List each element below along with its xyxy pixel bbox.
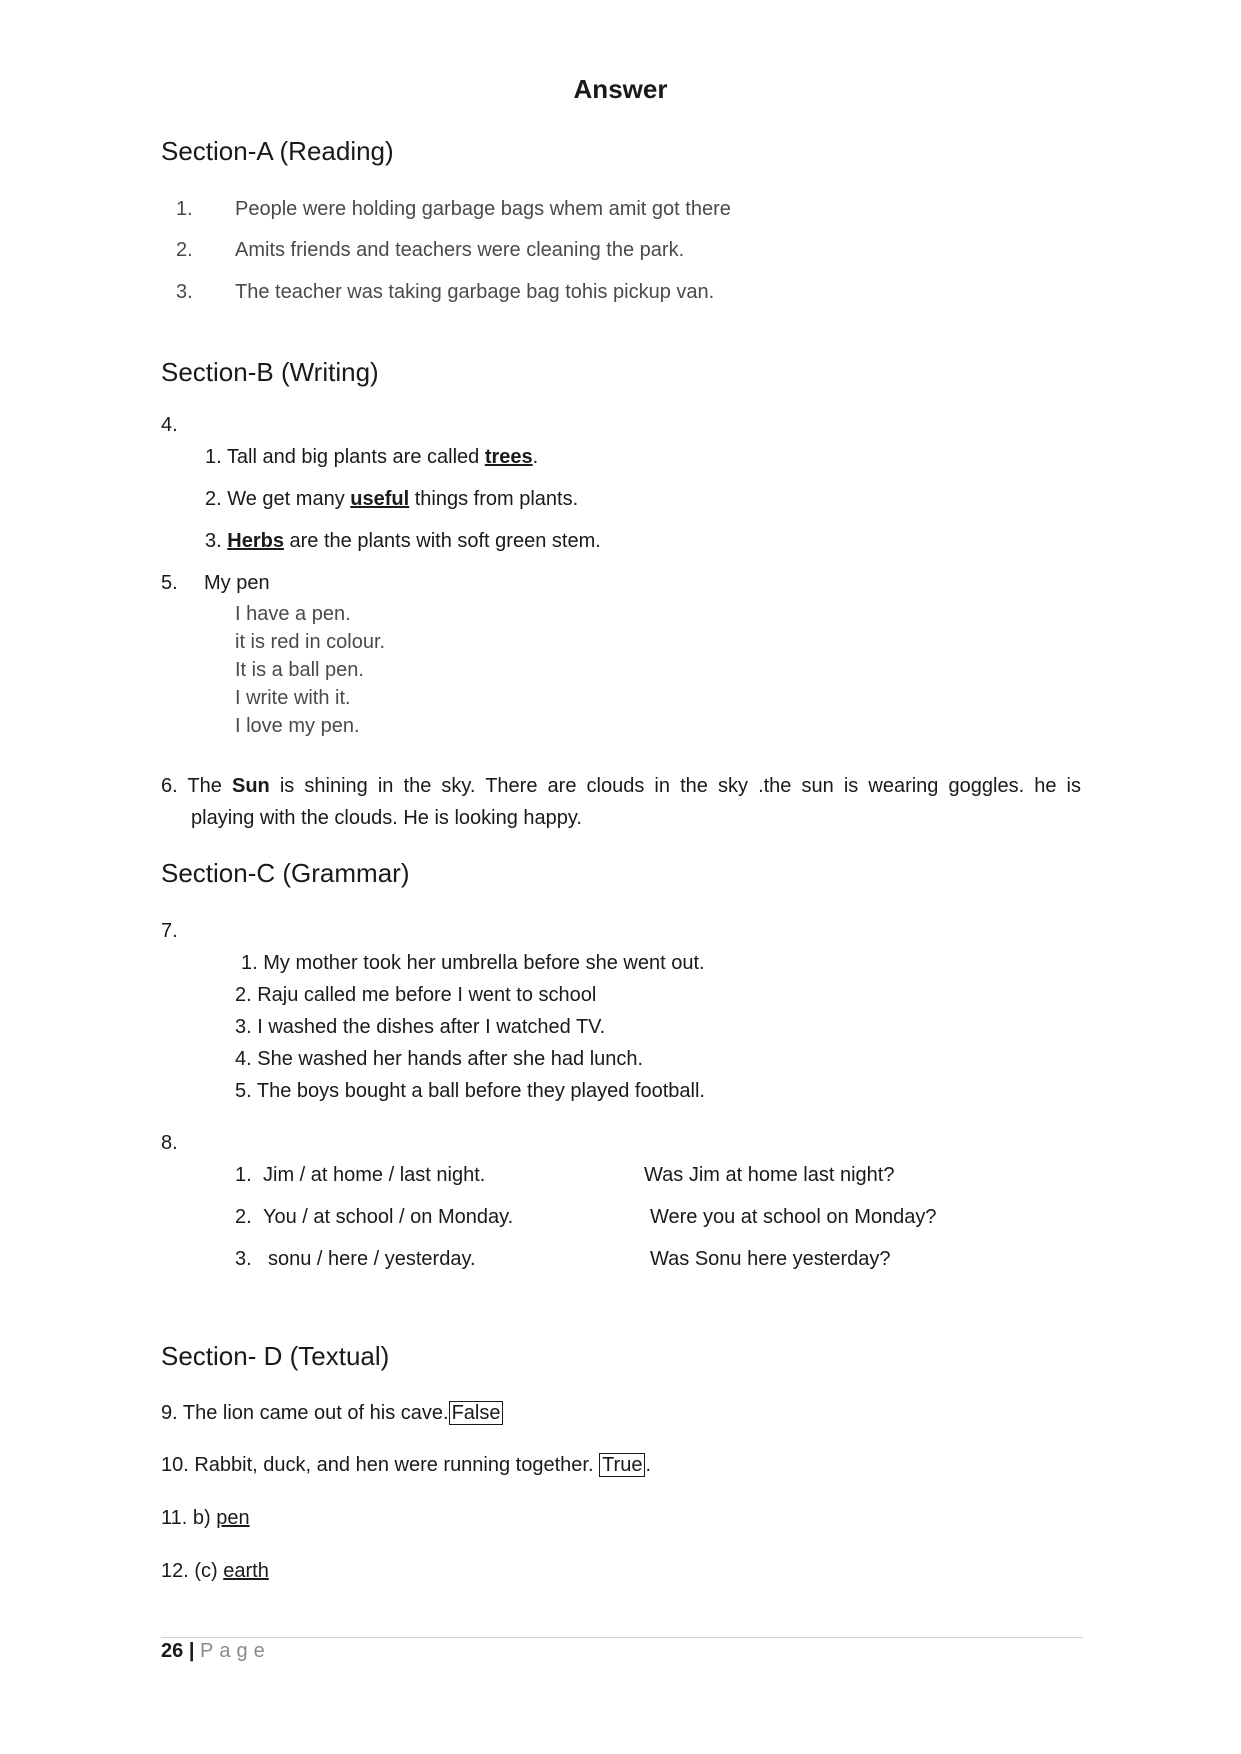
sentence-text: The: [187, 775, 232, 797]
composition-line: I have a pen.: [235, 603, 351, 625]
picture-description-line-2: playing with the clouds. He is looking happy.: [191, 807, 582, 829]
picture-description-line-1: [161, 775, 1081, 798]
row-answer: Was Sonu here yesterday?: [650, 1248, 891, 1270]
row-answer: Was Jim at home last night?: [644, 1164, 895, 1186]
question-text: 10. Rabbit, duck, and hen were running together.: [161, 1454, 600, 1476]
composition-line: It is a ball pen.: [235, 659, 364, 681]
list-item-number: 2.: [176, 239, 193, 261]
sentence-text: things from plants.: [409, 488, 579, 510]
list-item-number: 1.: [176, 198, 193, 220]
row-prompt: Jim / at home / last night.: [263, 1164, 486, 1186]
sentence-text: 3.: [205, 530, 228, 552]
sentence-text: .: [645, 1454, 652, 1476]
composition-line: I love my pen.: [235, 715, 360, 737]
question-number: 8.: [161, 1132, 178, 1154]
fill-blank-sentence: [205, 488, 578, 511]
row-number: 2.: [235, 1206, 252, 1228]
sentence-text: 1. Tall and big plants are called: [205, 446, 485, 468]
question-number: 5.: [161, 572, 178, 594]
question-text: 12. (c): [161, 1560, 224, 1582]
sentence-line: 5. The boys bought a ball before they played football.: [235, 1080, 705, 1102]
true-false-question: [161, 1454, 651, 1477]
sentence-text: is shining in the sky. There are clouds in the sky .the sun is wearing goggles. he is: [269, 775, 1081, 797]
fill-blank-sentence: [205, 530, 601, 553]
sentence-line: 4. She washed her hands after she had lunch.: [235, 1048, 644, 1070]
list-item: Amits friends and teachers were cleaning the park.: [235, 239, 685, 261]
bold-word: Sun: [231, 775, 270, 797]
question-number: 7.: [161, 920, 178, 942]
true-false-question: [161, 1402, 503, 1425]
footer-divider: [161, 1637, 1083, 1638]
row-prompt: You / at school / on Monday.: [263, 1206, 514, 1228]
composition-line: it is red in colour.: [235, 631, 386, 653]
list-item: The teacher was taking garbage bag tohis pickup van.: [235, 281, 715, 303]
question-number: 6.: [161, 775, 178, 797]
answer-word: Herbs: [227, 530, 284, 552]
answer-word: useful: [350, 488, 410, 510]
row-number: 3.: [235, 1248, 252, 1270]
answer-word: trees: [484, 446, 533, 468]
sentence-text: .: [532, 446, 539, 468]
row-number: 1.: [235, 1164, 252, 1186]
composition-title: My pen: [204, 572, 270, 594]
composition-line: I write with it.: [235, 687, 351, 709]
question-text: 11. b): [161, 1507, 217, 1529]
page-title: Answer: [573, 74, 668, 104]
page-label: Page: [199, 1640, 271, 1662]
answer-word: earth: [223, 1560, 269, 1582]
row-answer: Were you at school on Monday?: [650, 1206, 937, 1228]
question-number: 4.: [161, 414, 178, 436]
section-b-heading: Section-B (Writing): [161, 357, 379, 387]
sentence-text: are the plants with soft green stem.: [283, 530, 601, 552]
list-item: People were holding garbage bags whem amit got there: [235, 198, 731, 220]
mcq-answer: [161, 1560, 269, 1583]
page-number: 26: [161, 1640, 184, 1662]
sentence-line: 1. My mother took her umbrella before she went out.: [241, 952, 705, 974]
section-c-heading: Section-C (Grammar): [161, 858, 410, 888]
section-a-heading: Section-A (Reading): [161, 136, 394, 166]
sentence-text: 2. We get many: [205, 488, 351, 510]
question-text: 9. The lion came out of his cave.: [161, 1402, 449, 1424]
sentence-line: 2. Raju called me before I went to school: [235, 984, 597, 1006]
footer-separator: |: [188, 1640, 195, 1662]
answer-box: False: [449, 1401, 504, 1425]
mcq-answer: [161, 1507, 250, 1530]
section-d-heading: Section- D (Textual): [161, 1341, 390, 1371]
list-item-number: 3.: [176, 281, 193, 303]
sentence-line: 3. I washed the dishes after I watched TV.: [235, 1016, 606, 1038]
row-prompt: sonu / here / yesterday.: [268, 1248, 476, 1270]
fill-blank-sentence: [205, 446, 538, 469]
page-footer: [161, 1640, 271, 1663]
answer-box: True: [599, 1453, 645, 1477]
answer-word: pen: [216, 1507, 250, 1529]
